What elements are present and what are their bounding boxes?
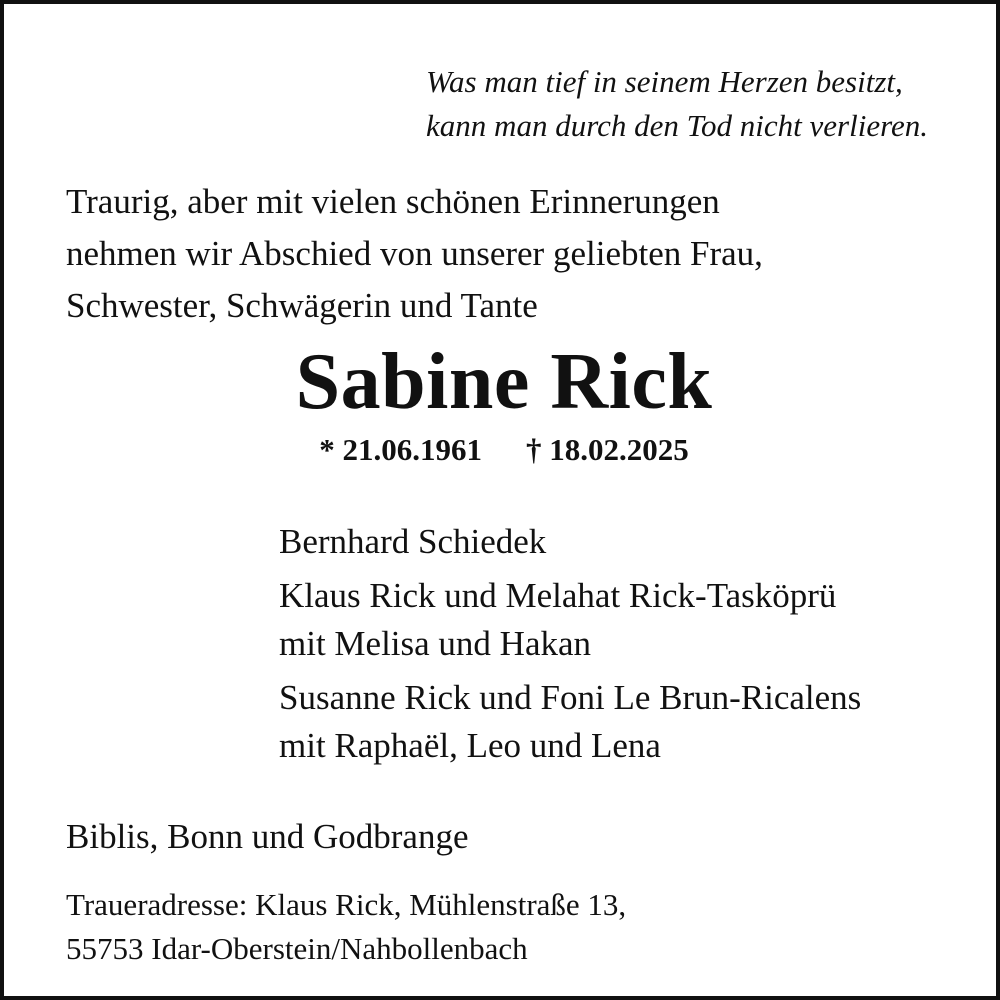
mourner-line: Susanne Rick und Foni Le Brun-Ricalens [279,678,862,717]
mourner-line: Klaus Rick und Melahat Rick-Tasköprü [279,576,837,615]
intro-text [66,176,763,332]
mourner-line: mit Melisa und Hakan [279,624,592,663]
mourner-group [279,572,861,668]
mourner-line: Bernhard Schiedek [279,522,547,561]
life-dates [4,428,1000,472]
intro-line: nehmen wir Abschied von unserer geliebten Frau, [66,234,763,273]
motto-quote [426,60,928,148]
mourning-address [66,883,626,971]
intro-line: Schwester, Schwägerin und Tante [66,286,538,325]
mourner-group [279,518,861,566]
motto-line: Was man tief in seinem Herzen besitzt, [426,64,903,99]
intro-line: Traurig, aber mit vielen schönen Erinnerungen [66,182,720,221]
deceased-name: Sabine Rick [295,338,713,426]
death-date: † 18.02.2025 [526,432,689,467]
motto-line: kann man durch den Tod nicht verlieren. [426,108,928,143]
mourner-group [279,674,861,770]
address-line: 55753 Idar-Oberstein/Nahbollenbach [66,931,528,966]
address-line: Traueradresse: Klaus Rick, Mühlenstraße 13, [66,887,627,922]
mourner-line: mit Raphaël, Leo und Lena [279,726,661,765]
birth-date: * 21.06.1961 [319,432,482,467]
mourners-list [279,518,861,776]
places-line: Biblis, Bonn und Godbrange [66,817,469,856]
